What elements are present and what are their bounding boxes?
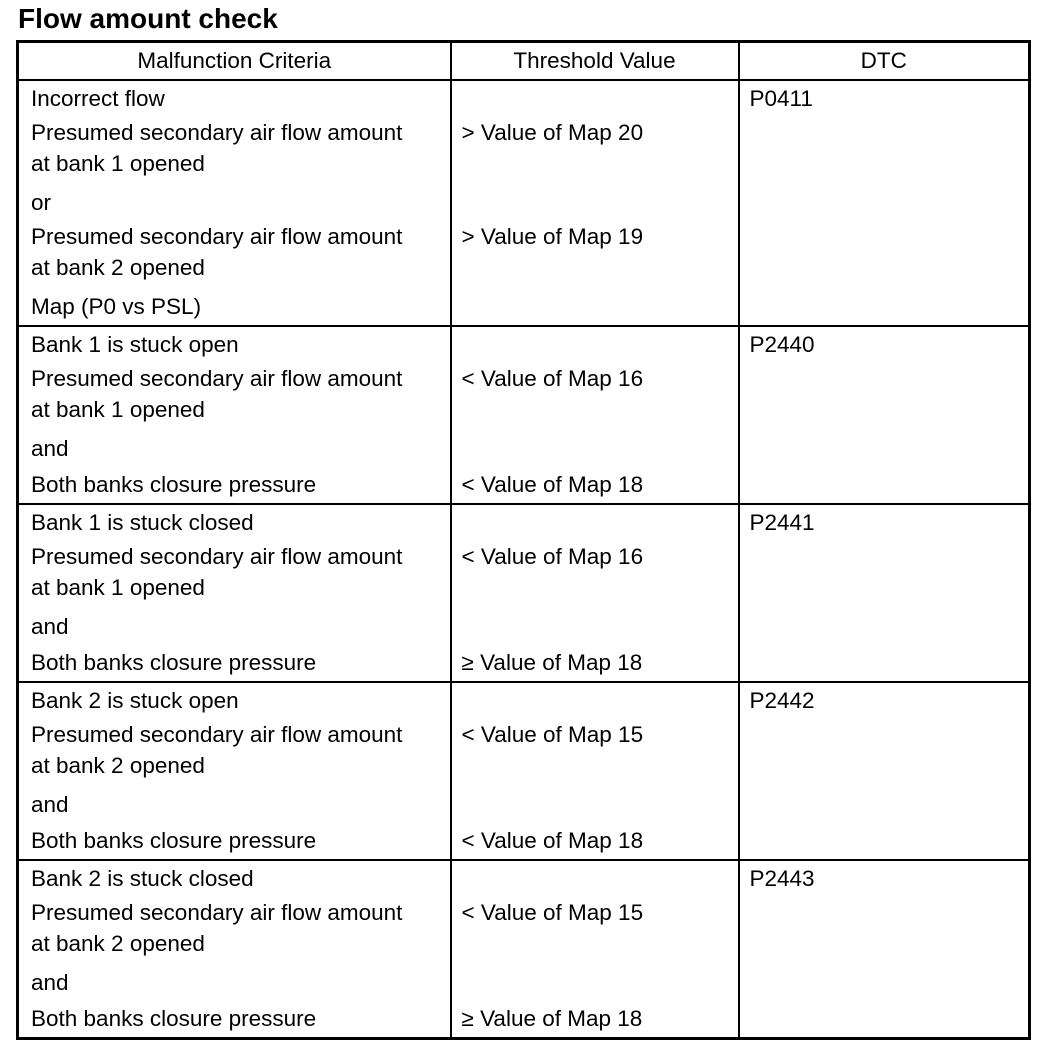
dtc-cell [739,80,1030,326]
threshold-value-cell [451,504,739,682]
criteria-pressure-text: Both banks closure pressure [31,650,317,675]
criteria-connector: and [31,970,69,995]
dtc-code: P2441 [749,510,815,535]
criteria-map-note: Map (P0 vs PSL) [31,294,202,319]
threshold-value: > Value of Map 19 [461,224,644,249]
criteria-flow-text: Presumed secondary air flow amount [31,544,403,569]
flow-amount-check-table [16,40,1031,1040]
criteria-flow-text-continued: at bank 1 opened [31,151,205,176]
threshold-value: < Value of Map 16 [461,544,644,569]
column-header-malfunction-criteria: Malfunction Criteria [18,42,451,81]
criteria-heading: Bank 1 is stuck open [31,332,239,357]
dtc-cell [739,504,1030,682]
criteria-flow-text-continued: at bank 2 opened [31,931,205,956]
criteria-flow-text-continued: at bank 2 opened [31,753,205,778]
criteria-heading: Bank 1 is stuck closed [31,510,254,535]
dtc-code: P2442 [749,688,815,713]
criteria-flow-text-continued: at bank 1 opened [31,575,205,600]
table-row-incorrect-flow [18,80,1030,326]
criteria-flow-text: Presumed secondary air flow amount [31,120,403,145]
criteria-pressure-text: Both banks closure pressure [31,828,317,853]
column-header-dtc: DTC [739,42,1030,81]
criteria-flow-text: Presumed secondary air flow amount [31,722,403,747]
malfunction-criteria-cell [18,860,451,1039]
malfunction-criteria-cell [18,504,451,682]
dtc-cell [739,682,1030,860]
criteria-connector: or [31,190,52,215]
page-title: Flow amount check [18,3,278,34]
criteria-heading: Bank 2 is stuck open [31,688,239,713]
threshold-value-cell [451,326,739,504]
threshold-value: ≥ Value of Map 18 [461,1006,643,1031]
criteria-heading: Incorrect flow [31,86,165,111]
malfunction-criteria-cell [18,682,451,860]
table-row-bank1-stuck-closed [18,504,1030,682]
dtc-code: P0411 [749,86,813,111]
criteria-flow-text-continued: at bank 1 opened [31,397,205,422]
threshold-value: < Value of Map 18 [461,472,644,497]
criteria-heading: Bank 2 is stuck closed [31,866,254,891]
dtc-cell [739,860,1030,1039]
threshold-value-cell [451,682,739,860]
criteria-connector: and [31,792,69,817]
threshold-value: < Value of Map 15 [461,722,644,747]
table-row-bank1-stuck-open [18,326,1030,504]
malfunction-criteria-cell [18,326,451,504]
dtc-cell [739,326,1030,504]
table-row-bank2-stuck-closed [18,860,1030,1039]
column-header-threshold-value: Threshold Value [451,42,739,81]
criteria-connector: and [31,614,69,639]
criteria-flow-text-continued: at bank 2 opened [31,255,205,280]
threshold-value: < Value of Map 18 [461,828,644,853]
threshold-value: < Value of Map 15 [461,900,644,925]
criteria-connector: and [31,436,69,461]
threshold-value-cell [451,860,739,1039]
criteria-pressure-text: Both banks closure pressure [31,472,317,497]
dtc-code: P2440 [749,332,815,357]
criteria-flow-text: Presumed secondary air flow amount [31,366,403,391]
threshold-value: < Value of Map 16 [461,366,644,391]
criteria-flow-text: Presumed secondary air flow amount [31,900,403,925]
malfunction-criteria-cell [18,80,451,326]
criteria-pressure-text: Both banks closure pressure [31,1006,317,1031]
dtc-code: P2443 [749,866,815,891]
threshold-value: ≥ Value of Map 18 [461,650,643,675]
table-header-row [18,42,1030,81]
table-row-bank2-stuck-open [18,682,1030,860]
criteria-flow-text: Presumed secondary air flow amount [31,224,403,249]
threshold-value: > Value of Map 20 [461,120,644,145]
threshold-value-cell [451,80,739,326]
